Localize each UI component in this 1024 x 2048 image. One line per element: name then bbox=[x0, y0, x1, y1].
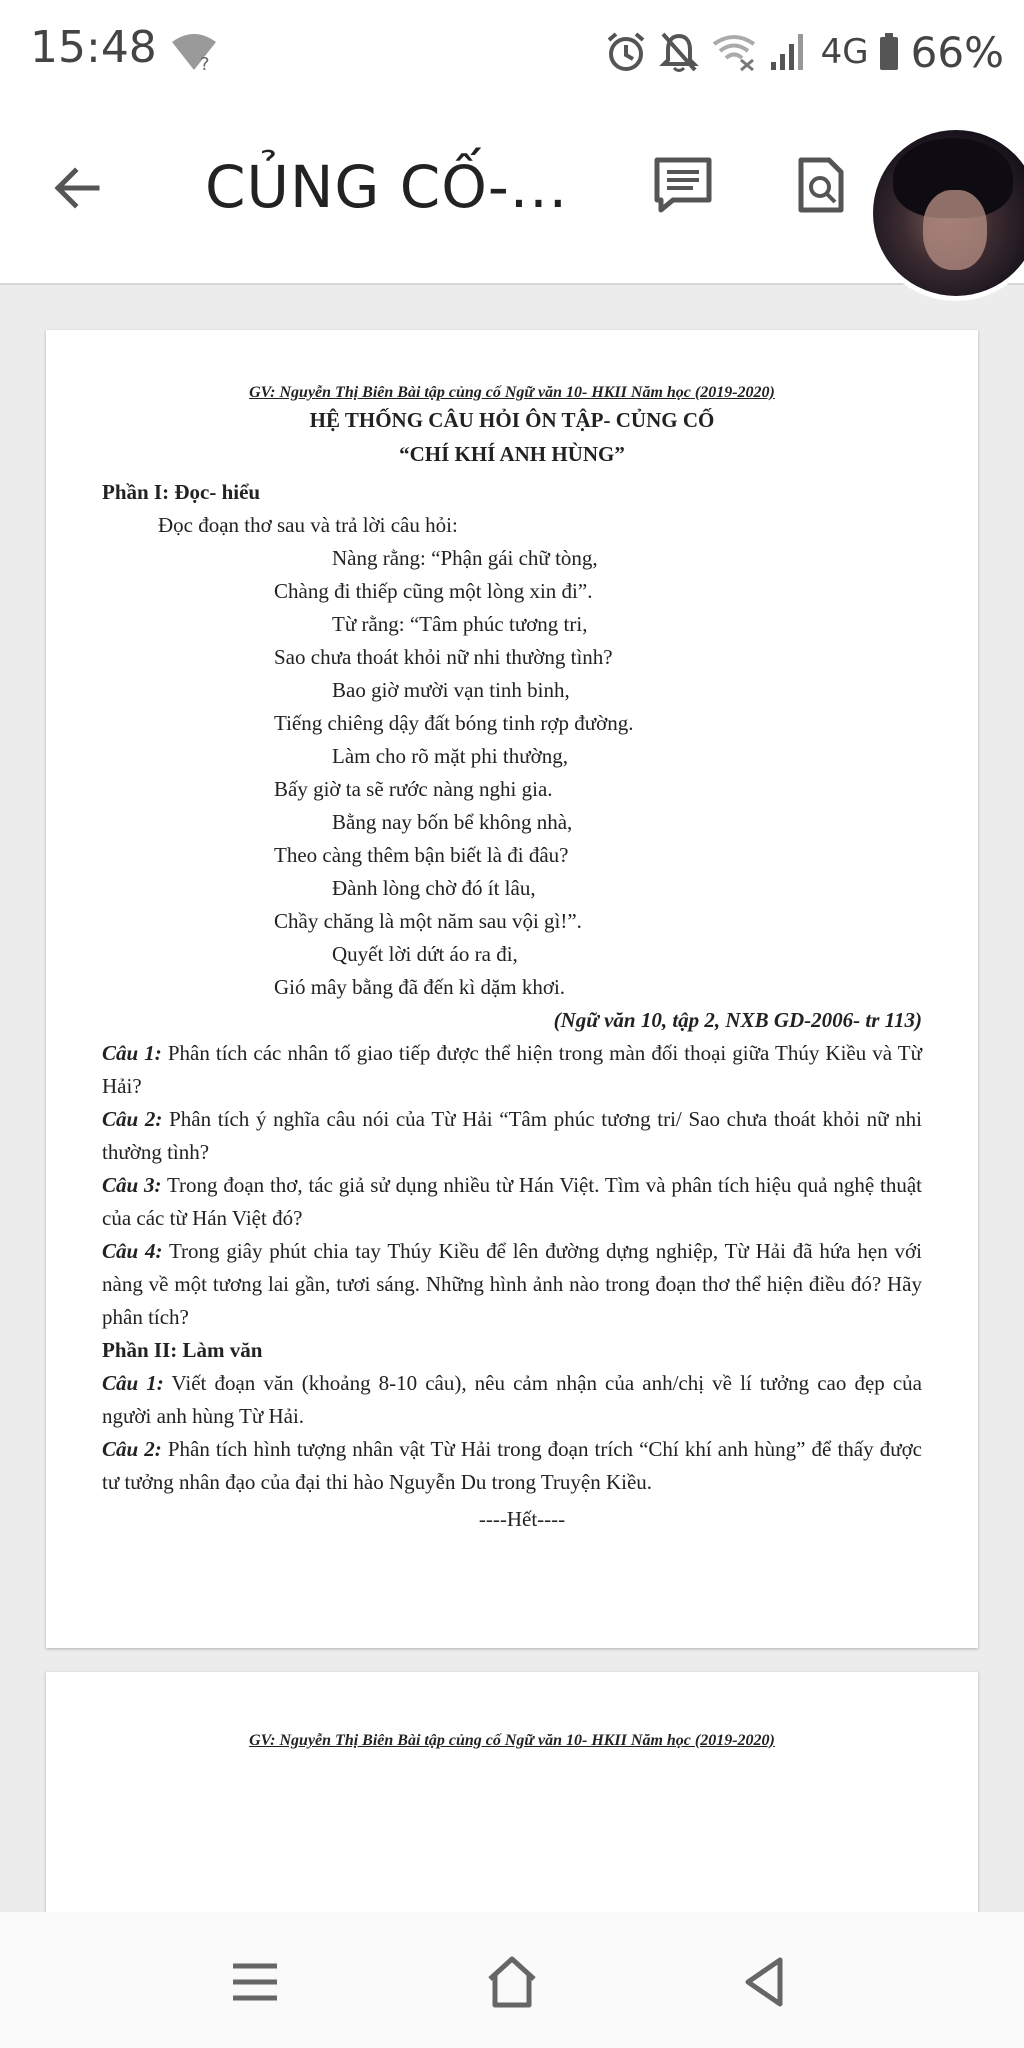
alarm-icon bbox=[605, 30, 647, 74]
question-text: Viết đoạn văn (khoảng 8-10 câu), nêu cảm nhận của anh/chị về lí tưởng cao đẹp của người anh hùng Từ Hải. bbox=[102, 1371, 922, 1428]
question-label: Câu 1: bbox=[102, 1041, 162, 1065]
battery-icon bbox=[879, 33, 899, 71]
essay-question-1 bbox=[102, 1367, 922, 1433]
end-mark: ----Hết---- bbox=[478, 1507, 566, 1531]
poem-line: Bấy giờ ta sẽ rước nàng nghi gia. bbox=[274, 777, 553, 801]
triangle-back-icon bbox=[742, 1956, 786, 2008]
question-text: Phân tích hình tượng nhân vật Từ Hải trong đoạn trích “Chí khí anh hùng” để thấy được tư tưởng nhân đạo của đại thi hào Nguyễn Du trong Truyện Kiều. bbox=[102, 1437, 922, 1494]
question-2 bbox=[102, 1103, 922, 1169]
poem-line: Gió mây bằng đã đến kì dặm khơi. bbox=[274, 975, 566, 999]
essay-question-2 bbox=[102, 1433, 922, 1499]
document-body bbox=[102, 476, 922, 1536]
poem-line: Bao giờ mười vạn tinh binh, bbox=[332, 678, 570, 702]
wifi-unknown-icon bbox=[170, 30, 218, 74]
poem-line: Quyết lời dứt áo ra đi, bbox=[332, 942, 518, 966]
page-title: CỦNG CỐ-... bbox=[205, 153, 569, 221]
poem-line: Tiếng chiêng dậy đất bóng tinh rợp đường. bbox=[274, 711, 634, 735]
document-header: GV: Nguyễn Thị Biên Bài tập củng cố Ngữ văn 10- HKII Năm học (2019-2020) bbox=[249, 384, 775, 401]
navigation-bar bbox=[0, 1912, 1024, 2048]
arrow-back-icon bbox=[51, 162, 103, 214]
poem-line: Làm cho rõ mặt phi thường, bbox=[332, 744, 568, 768]
back-button[interactable] bbox=[42, 153, 112, 223]
nav-back-button[interactable] bbox=[724, 1942, 804, 2022]
recents-button[interactable] bbox=[215, 1942, 295, 2022]
poem-line: Nàng rằng: “Phận gái chữ tòng, bbox=[332, 546, 598, 570]
question-text: Phân tích ý nghĩa câu nói của Từ Hải “Tâm phúc tương tri/ Sao chưa thoát khỏi nữ nhi thường tình? bbox=[102, 1107, 922, 1164]
question-label: Câu 2: bbox=[102, 1107, 163, 1131]
poem bbox=[102, 542, 922, 1004]
status-icons bbox=[605, 24, 1004, 80]
poem-line: Bằng nay bốn bể không nhà, bbox=[332, 810, 573, 834]
wifi-off-icon bbox=[711, 32, 757, 72]
avatar[interactable] bbox=[868, 125, 1024, 301]
document-page-1 bbox=[46, 330, 978, 1648]
question-label: Câu 1: bbox=[102, 1371, 164, 1395]
question-text: Trong giây phút chia tay Thúy Kiều để lên đường dựng nghiệp, Từ Hải đã hứa hẹn với nàng về một tương lai gần, tươi sáng. Những hình ảnh nào trong đoạn thơ thể hiện điều đó? Hãy phân tích? bbox=[102, 1239, 922, 1329]
status-time: 15:48 bbox=[30, 22, 157, 73]
document-subtitle: “CHÍ KHÍ ANH HÙNG” bbox=[399, 442, 625, 466]
part1-heading: Phần I: Đọc- hiểu bbox=[102, 480, 261, 504]
question-label: Câu 4: bbox=[102, 1239, 163, 1263]
poem-line: Sao chưa thoát khỏi nữ nhi thường tình? bbox=[274, 645, 613, 669]
signal-icon bbox=[769, 32, 809, 72]
intro-text: Đọc đoạn thơ sau và trả lời câu hỏi: bbox=[158, 513, 458, 537]
find-in-page-icon bbox=[797, 156, 845, 214]
network-type: 4G bbox=[820, 32, 869, 72]
recents-icon bbox=[229, 1960, 281, 2004]
comment-icon bbox=[653, 156, 713, 214]
question-text: Trong đoạn thơ, tác giả sử dụng nhiều từ Hán Việt. Tìm và phân tích hiệu quả nghệ thuật của các từ Hán Việt đó? bbox=[102, 1173, 922, 1230]
home-icon bbox=[484, 1955, 540, 2009]
home-button[interactable] bbox=[472, 1942, 552, 2022]
question-label: Câu 2: bbox=[102, 1437, 162, 1461]
find-in-page-button[interactable] bbox=[786, 150, 856, 220]
question-4 bbox=[102, 1235, 922, 1334]
poem-line: Chàng đi thiếp cũng một lòng xin đi”. bbox=[274, 579, 593, 603]
question-text: Phân tích các nhân tố giao tiếp được thể hiện trong màn đối thoại giữa Thúy Kiều và Từ Hải? bbox=[102, 1041, 923, 1098]
question-label: Câu 3: bbox=[102, 1173, 162, 1197]
notifications-off-icon bbox=[659, 30, 699, 74]
poem-source: (Ngữ văn 10, tập 2, NXB GD-2006- tr 113) bbox=[553, 1008, 922, 1032]
part2-heading: Phần II: Làm văn bbox=[102, 1338, 263, 1362]
question-3 bbox=[102, 1169, 922, 1235]
poem-line: Chầy chăng là một năm sau vội gì!”. bbox=[274, 909, 582, 933]
svg-text:?: ? bbox=[200, 54, 210, 74]
poem-line: Từ rằng: “Tâm phúc tương tri, bbox=[332, 612, 588, 636]
comments-button[interactable] bbox=[648, 150, 718, 220]
document-header: GV: Nguyễn Thị Biên Bài tập củng cố Ngữ văn 10- HKII Năm học (2019-2020) bbox=[249, 1732, 775, 1749]
avatar-face bbox=[923, 190, 987, 270]
document-title: HỆ THỐNG CÂU HỎI ÔN TẬP- CỦNG CỐ bbox=[309, 408, 715, 432]
question-1 bbox=[102, 1037, 922, 1103]
app-bar bbox=[0, 105, 1024, 285]
status-bar bbox=[0, 0, 1024, 105]
poem-line: Đành lòng chờ đó ít lâu, bbox=[332, 876, 536, 900]
battery-percent: 66% bbox=[910, 27, 1004, 77]
poem-line: Theo càng thêm bận biết là đi đâu? bbox=[274, 843, 569, 867]
